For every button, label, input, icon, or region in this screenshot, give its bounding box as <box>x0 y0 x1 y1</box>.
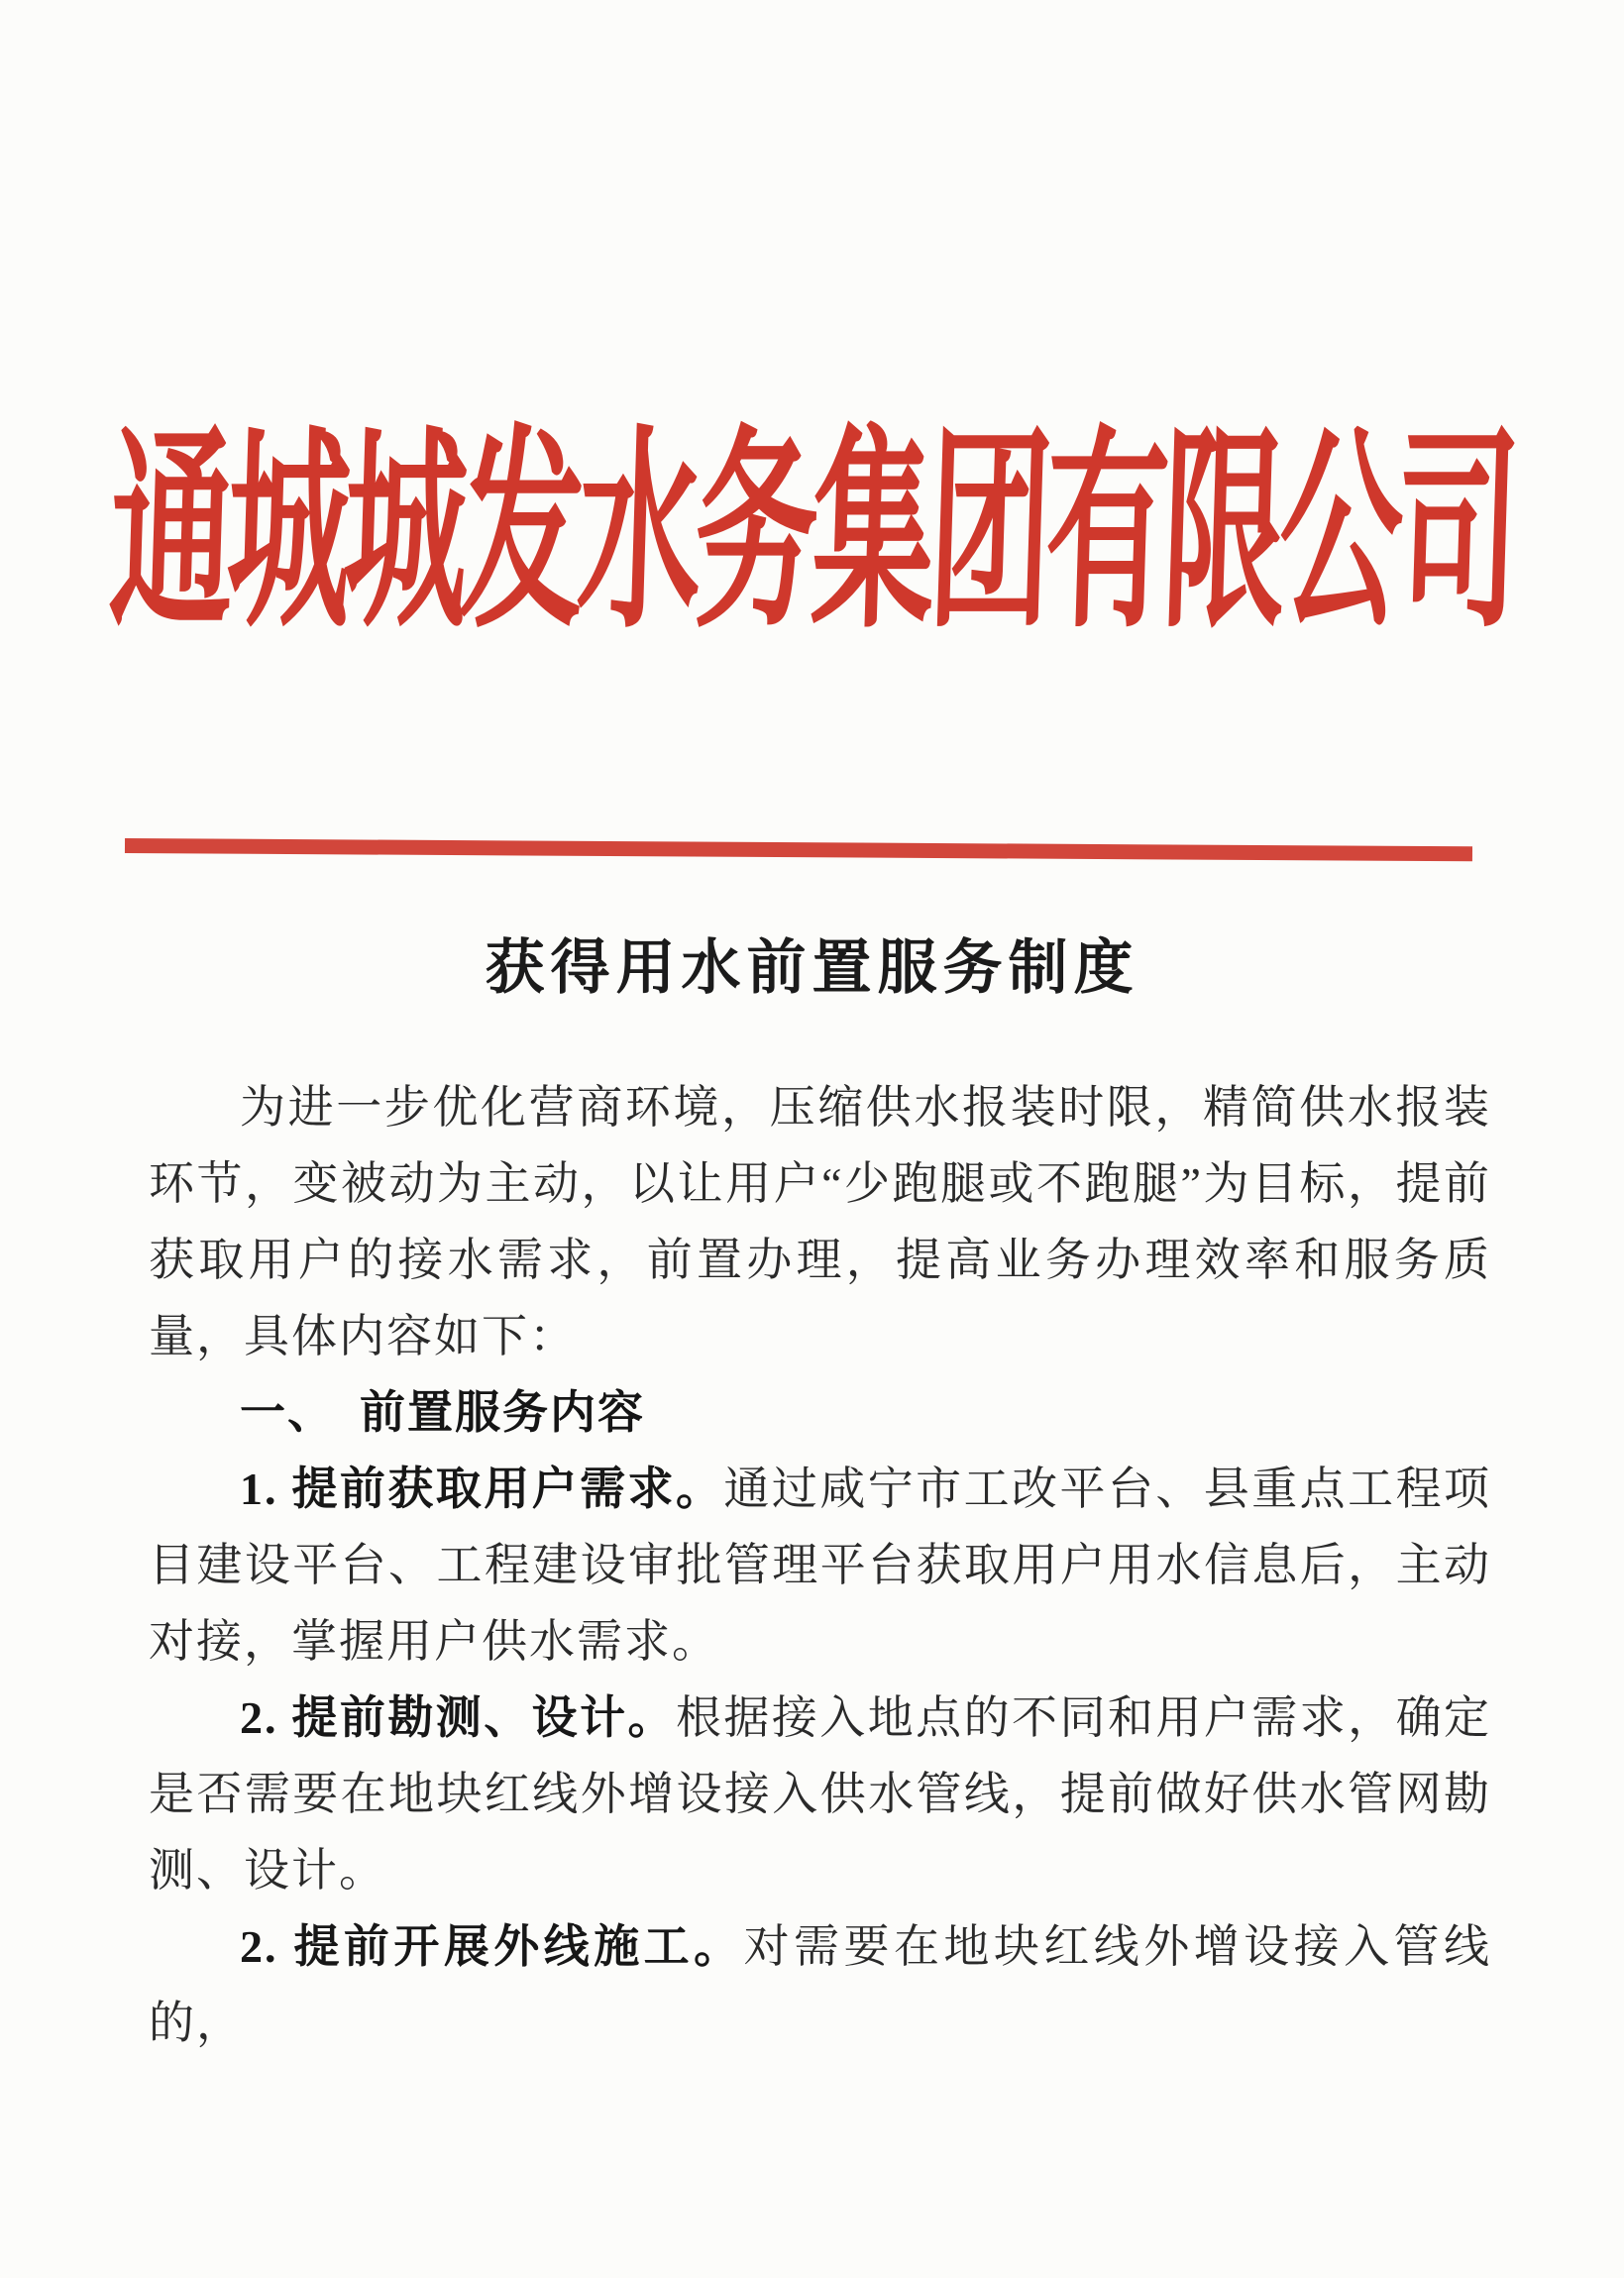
item-1-lead: 1. 提前获取用户需求。 <box>240 1464 724 1514</box>
document-title: 获得用水前置服务制度 <box>485 935 1139 1001</box>
letterhead-company-title: 通城城发水务集团有限公司 <box>106 415 1518 653</box>
document-body <box>149 1069 1491 2061</box>
item-2-text: 根据接入地点的不同和用户需求，确定是否需要在地块红线外增设接入供水管线，提前做好供水管网勘测、设计。 <box>149 1692 1492 1896</box>
item-2-lead: 2. 提前勘测、设计。 <box>240 1692 676 1743</box>
intro-paragraph: 为进一步优化营商环境，压缩供水报装时限，精简供水报装环节，变被动为主动，以让用户“少跑腿或不跑腿”为目标，提前获取用户的接水需求，前置办理，提高业务办理效率和服务质量，具体内容如下： <box>149 1082 1491 1361</box>
item-3-lead: 2. 提前开展外线施工。 <box>240 1921 744 1972</box>
item-3-text: 对需要在地块红线外增设接入管线的， <box>149 1921 1492 2048</box>
section-heading: 一、 前置服务内容 <box>240 1386 645 1438</box>
item-paragraph-1 <box>149 1451 1491 1680</box>
letterhead-divider-line <box>125 838 1472 861</box>
item-1-text: 通过咸宁市工改平台、县重点工程项目建设平台、工程建设审批管理平台获取用户用水信息后，主动对接，掌握用户供水需求。 <box>149 1464 1492 1667</box>
item-paragraph-2 <box>149 1680 1491 1908</box>
item-paragraph-3 <box>149 1908 1491 2061</box>
